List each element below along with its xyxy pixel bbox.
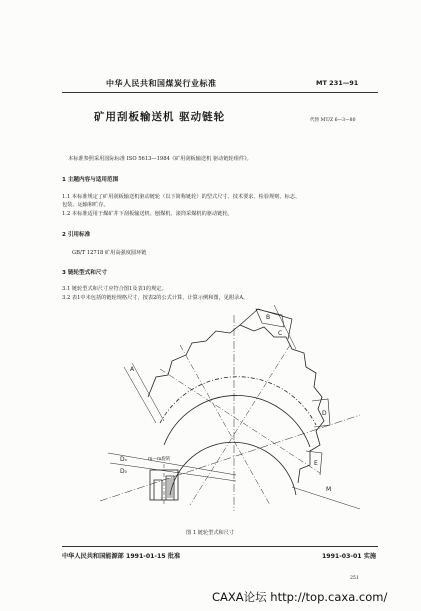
section-heading: 1 主题内容与适用范围: [62, 177, 119, 183]
standard-number: MT 231—91: [316, 79, 359, 87]
paragraph-text: 1.2 本标准适用于煤矿井下刮板输送机、刨煤机、滚筒采煤机的驱动链轮。: [62, 211, 233, 217]
dimension-label: M: [326, 486, 332, 493]
issuing-organization: 中华人民共和国煤炭行业标准: [106, 79, 217, 88]
dimension-label: E: [314, 460, 318, 467]
paragraph-text: 包装、运输和贮存。: [62, 202, 109, 208]
section-heading: 2 引用标准: [62, 232, 91, 238]
dimension-label: D₀: [120, 468, 128, 475]
paragraph-text: 1.1 本标准规定了矿用刮板输送机驱动链轮（以下简称链轮）的型式尺寸、技术要求、检验规则、标志、: [62, 194, 301, 200]
preamble-text: 本标准参照采用国际标准 ISO 5613—1984《矿用刮板输送机 驱动链轮组件》。: [68, 156, 252, 162]
dimension-label: B: [266, 314, 271, 321]
figure-caption: 图 1 链轮型式和尺寸: [186, 530, 235, 536]
paragraph-text: 3.1 链轮型式和尺寸应符合图1及表1的规定。: [62, 286, 167, 292]
document-title: 矿用刮板输送机 驱动链轮: [94, 111, 226, 123]
dimension-label: A: [130, 366, 135, 373]
dimension-label: C: [278, 330, 283, 337]
implementation-date: 1991-03-01 实施: [322, 553, 377, 560]
header-rule: [62, 92, 378, 93]
reference-standard: GB/T 12718 矿用高强度圆环链: [72, 250, 147, 256]
section-heading: 3 链轮型式和尺寸: [62, 270, 107, 276]
dimension-label: Dₙ: [120, 456, 128, 463]
site-watermark: CAXA论坛 http://top.caxa.com/: [212, 590, 388, 604]
sprocket-drawing: [60, 305, 380, 520]
detail-section-drawing: [140, 462, 188, 508]
detail-view-label: m—m旋转: [148, 457, 171, 462]
footer-rule: [62, 546, 378, 547]
dimension-label: D: [322, 410, 327, 417]
approval-info: 中华人民共和国能源部 1991-01-15 批准: [62, 553, 181, 560]
replaces-code: 代替 MT/Z 6—3—80: [310, 118, 356, 123]
page-number: 251: [350, 576, 359, 581]
paragraph-text: 3.2 表1中未包括的链轮规格尺寸，按表2的公式计算，计算示例和图，见附录A。: [62, 295, 249, 301]
